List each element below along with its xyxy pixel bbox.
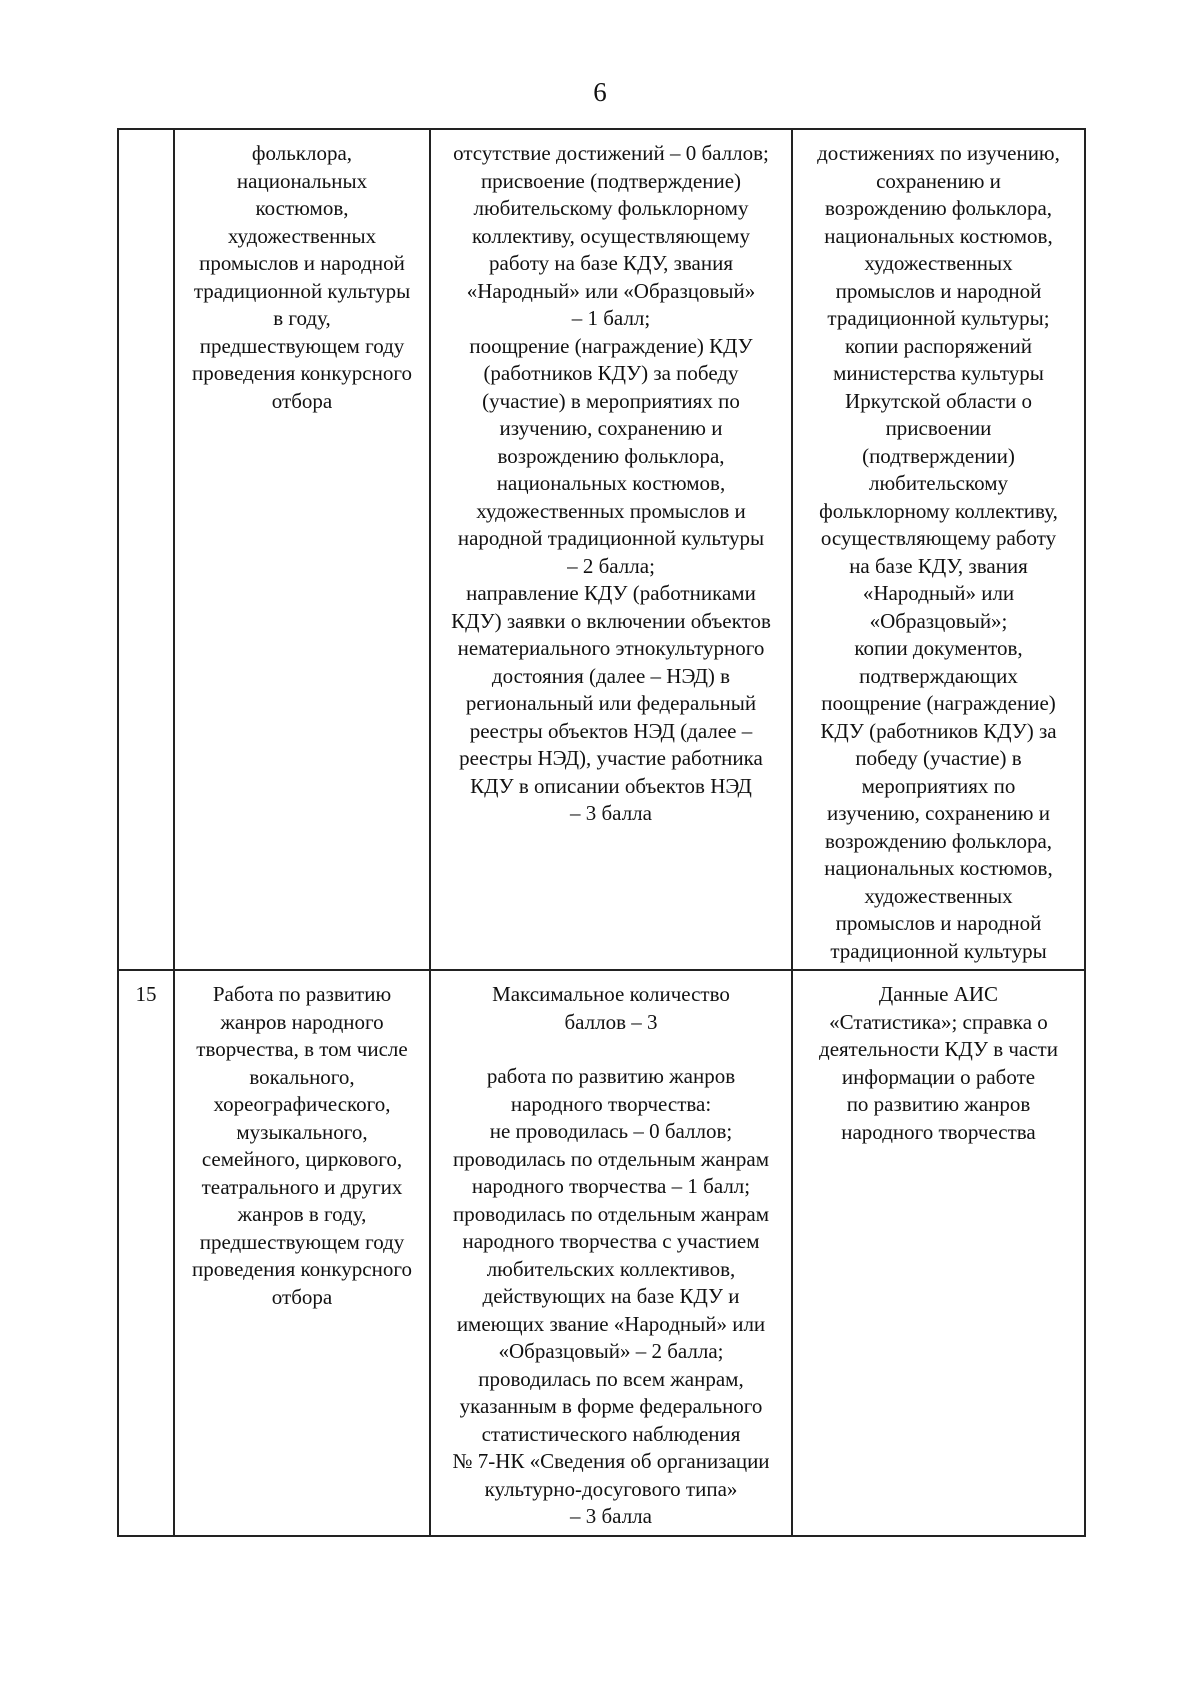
criteria-table — [117, 128, 1086, 1537]
table-row — [118, 970, 1085, 1536]
table-row — [118, 129, 1085, 970]
page-number: 6 — [593, 77, 607, 107]
documents-cell: Данные АИС «Статистика»; справка о деятельности КДУ в части информации о работе по развитию жанров народного творчества — [792, 970, 1085, 1536]
scoring-cell: отсутствие достижений – 0 баллов; присвоение (подтверждение) любительскому фольклорному коллективу, осуществляющему работу на базе КДУ, звания «Народный» или «Образцовый» – 1 балл; поощрение (награждение) КДУ (работников КДУ) за победу (участие) в мероприятиях по изучению, сохранению и возрождению фольклора, национальных костюмов, художественных промыслов и народной традиционной культуры – 2 балла; направление КДУ (работниками КДУ) заявки о включении объектов нематериального этнокультурного достояния (далее – НЭД) в региональный или федеральный реестры объектов НЭД (далее – реестры НЭД), участие работника КДУ в описании объектов НЭД – 3 балла — [430, 129, 792, 970]
spacer — [435, 1036, 787, 1063]
criterion-name-cell: Работа по развитию жанров народного творчества, в том числе вокального, хореографического, музыкального, семейного, циркового, театрального и других жанров в году, предшествующем году проведения конкурсного отбора — [174, 970, 430, 1536]
row-number-cell — [118, 129, 174, 970]
scoring-cell — [430, 970, 792, 1536]
criterion-name-cell: фольклора, национальных костюмов, художественных промыслов и народной традиционной культуры в году, предшествующем году проведения конкурсного отбора — [174, 129, 430, 970]
row-number-cell: 15 — [118, 970, 174, 1536]
max-score-heading: Максимальное количество баллов – 3 — [492, 982, 730, 1034]
scoring-text: работа по развитию жанров народного творчества: не проводилась – 0 баллов; проводилась по отдельным жанрам народного творчества – 1 балл; проводилась по отдельным жанрам народного творчества с участием любительских коллективов, действующих на базе КДУ и имеющих звание «Народный» или «Образцовый» – 2 балла; проводилась по всем жанрам, указанным в форме федерального статистического наблюдения № 7-НК «Сведения об организации культурно-досугового типа» – 3 балла — [452, 1064, 770, 1528]
documents-cell: достижениях по изучению, сохранению и возрождению фольклора, национальных костюмов, художественных промыслов и народной традиционной культуры; копии распоряжений министерства культуры Иркутской области о присвоении (подтверждении) любительскому фольклорному коллективу, осуществляющему работу на базе КДУ, звания «Народный» или «Образцовый»; копии документов, подтверждающих поощрение (награждение) КДУ (работников КДУ) за победу (участие) в мероприятиях по изучению, сохранению и возрождению фольклора, национальных костюмов, художественных промыслов и народной традиционной культуры — [792, 129, 1085, 970]
